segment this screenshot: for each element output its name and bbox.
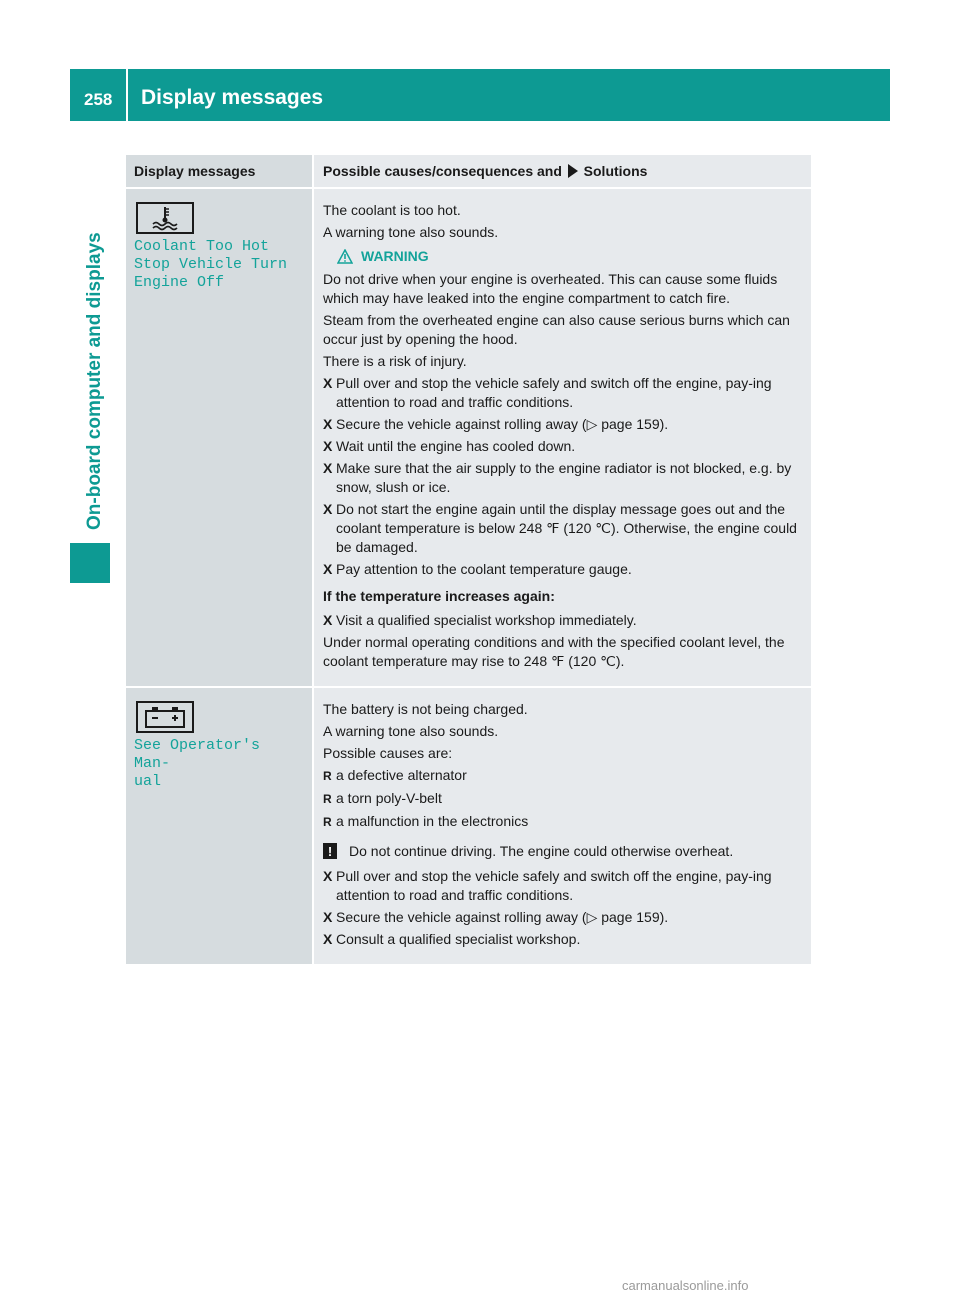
step-marker-icon: X [323, 931, 333, 947]
page-number: 258 [84, 90, 113, 109]
message-line: Coolant Too Hot [134, 238, 270, 255]
bullet-text: a defective alternator [336, 767, 467, 783]
warning-heading [337, 248, 803, 264]
message-line: ual [134, 773, 162, 790]
step-text: Pay attention to the coolant temperature gauge. [336, 561, 632, 577]
instruction-step [323, 374, 803, 412]
message-line: Engine Off [134, 274, 225, 291]
list-item [323, 812, 803, 832]
instruction-step [323, 611, 803, 630]
step-text: Do not start the engine again until the display message goes out and the coolant temperature is below 248 ℉ (120 ℃). Otherwise, the engine could be damaged. [336, 501, 797, 555]
step-marker-icon: X [323, 868, 333, 884]
step-text: Wait until the engine has cooled down. [336, 438, 576, 454]
list-item [323, 766, 803, 786]
message-cell [126, 189, 312, 686]
play-arrow-icon [568, 164, 578, 178]
warning-triangle-icon [337, 249, 353, 264]
table-row [126, 688, 811, 966]
page-title: Display messages [141, 86, 324, 109]
column-header-messages: Display messages [126, 155, 312, 187]
watermark: carmanualsonline.info [622, 1278, 749, 1293]
warning-label: WARNING [361, 248, 429, 264]
caution-text: Do not continue driving. The engine could otherwise overheat. [349, 843, 734, 859]
bullet-text: a malfunction in the electronics [336, 813, 529, 829]
warning-text: Do not drive when your engine is overheated. This can cause some fluids which may have leaked into the engine compartment to catch fire. [323, 271, 778, 306]
cause-text: A warning tone also sounds. [323, 224, 499, 240]
step-marker-icon: X [323, 460, 333, 476]
bullet-icon: R [323, 792, 332, 806]
step-text: Pull over and stop the vehicle safely and switch off the engine, pay-ing attention to road and traffic conditions. [336, 375, 772, 410]
instruction-step [323, 437, 803, 456]
step-marker-icon: X [323, 438, 333, 454]
instruction-step [323, 415, 803, 434]
cause-text: The battery is not being charged. [323, 701, 528, 717]
message-line: See Operator's Man‐ [134, 737, 261, 772]
step-marker-icon: X [323, 501, 333, 517]
causes-cell [312, 688, 811, 964]
header-divider [126, 69, 128, 121]
sub-heading: If the temperature increases again: [323, 588, 555, 604]
column-header-causes-text: Possible causes/consequences and [323, 163, 562, 179]
step-text: Secure the vehicle against rolling away (▷ page 159). [336, 909, 669, 925]
step-text: Secure the vehicle against rolling away (▷ page 159). [336, 416, 669, 432]
cause-text: The coolant is too hot. [323, 202, 461, 218]
battery-icon [136, 701, 194, 733]
step-marker-icon: X [323, 909, 333, 925]
side-tab-marker [70, 543, 110, 583]
column-header-causes [312, 155, 811, 187]
instruction-step [323, 867, 803, 905]
display-messages-table [126, 155, 811, 966]
step-text: Visit a qualified specialist workshop immediately. [336, 612, 637, 628]
column-header-solutions-text: Solutions [583, 163, 648, 179]
step-text: Make sure that the air supply to the engine radiator is not blocked, e.g. by snow, slush or ice. [336, 460, 792, 495]
warning-text: There is a risk of injury. [323, 353, 467, 369]
display-message-text [134, 238, 304, 292]
display-message-text [134, 737, 304, 791]
causes-cell [312, 189, 811, 686]
step-marker-icon: X [323, 612, 333, 628]
list-item [323, 789, 803, 809]
caution-note [323, 842, 803, 861]
step-text: Consult a qualified specialist workshop. [336, 931, 581, 947]
instruction-step [323, 930, 803, 949]
coolant-temperature-icon [136, 202, 194, 234]
message-cell [126, 688, 312, 964]
side-tab-label: On-board computer and displays [84, 232, 105, 530]
instruction-step [323, 500, 803, 557]
table-header-row [126, 155, 811, 189]
instruction-step [323, 560, 803, 579]
message-line: Stop Vehicle Turn [134, 256, 288, 273]
step-text: Pull over and stop the vehicle safely and switch off the engine, pay-ing attention to road and traffic conditions. [336, 868, 772, 903]
cause-text: A warning tone also sounds. [323, 723, 499, 739]
exclamation-icon: ! [323, 843, 337, 859]
cause-text: Possible causes are: [323, 745, 453, 761]
step-marker-icon: X [323, 561, 333, 577]
bullet-icon: R [323, 815, 332, 829]
final-note: Under normal operating conditions and with the specified coolant level, the coolant temperature may rise to 248 ℉ (120 ℃). [323, 634, 785, 669]
instruction-step [323, 459, 803, 497]
instruction-step [323, 908, 803, 927]
step-marker-icon: X [323, 375, 333, 391]
warning-text: Steam from the overheated engine can also cause serious burns which can occur just by opening the hood. [323, 312, 790, 347]
bullet-icon: R [323, 769, 332, 783]
table-row [126, 189, 811, 688]
bullet-text: a torn poly-V-belt [336, 790, 442, 806]
step-marker-icon: X [323, 416, 333, 432]
